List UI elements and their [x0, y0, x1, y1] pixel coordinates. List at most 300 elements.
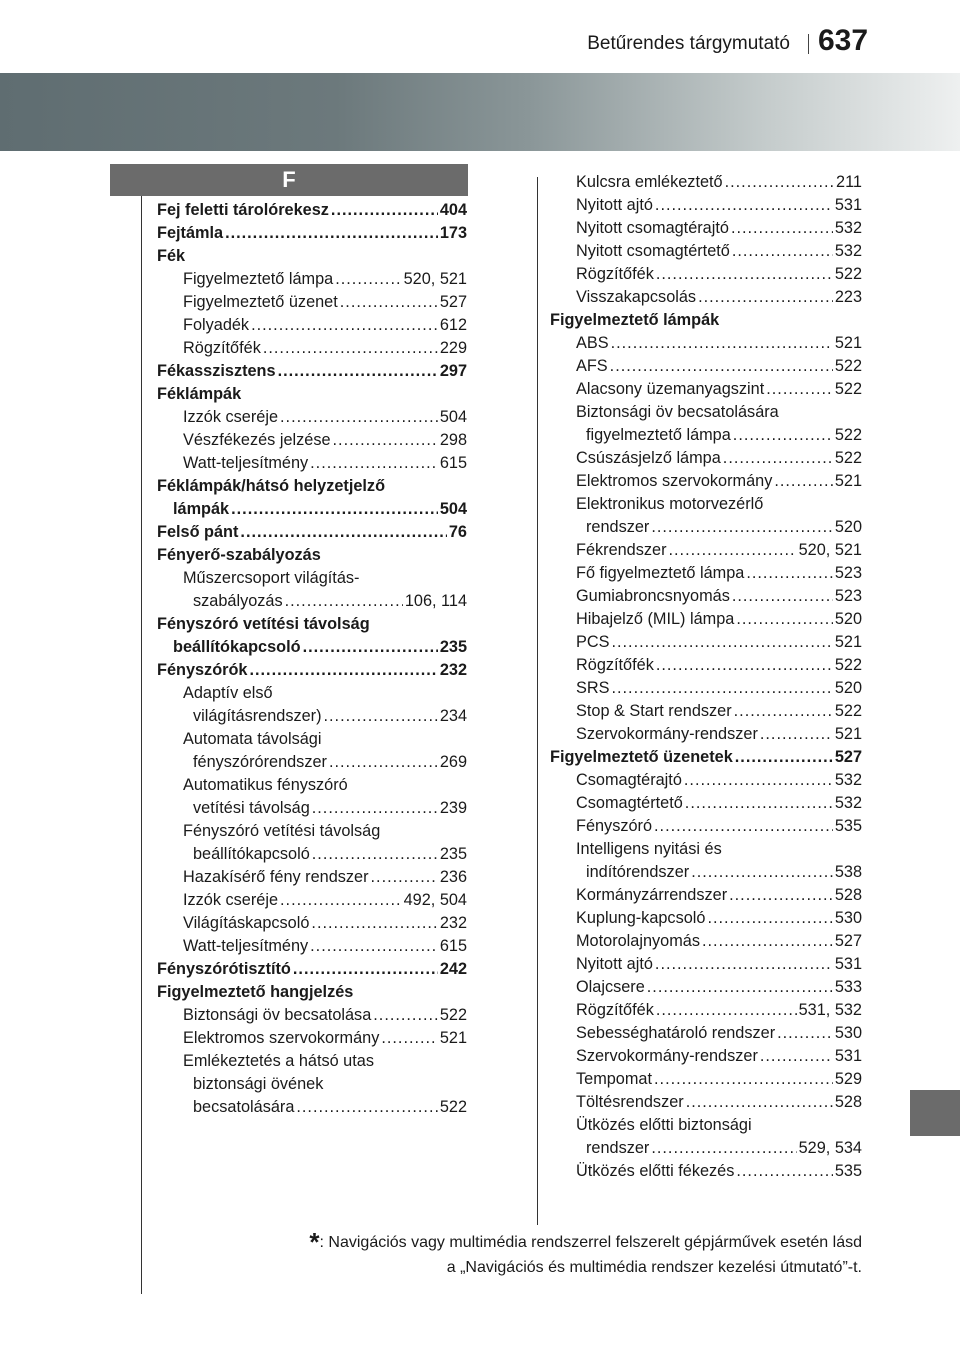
running-header-title: Betűrendes tárgymutató — [587, 33, 790, 54]
header-divider — [808, 34, 809, 54]
index-entry-page: 531 — [834, 1047, 862, 1065]
dot-leader — [611, 332, 833, 355]
dot-leader — [702, 930, 833, 953]
index-entry — [157, 958, 467, 981]
index-entry-term: Rögzítőfék — [576, 656, 654, 674]
index-entry — [550, 723, 862, 746]
index-entry — [157, 521, 467, 544]
index-entry-term: Stop & Start rendszer — [576, 702, 732, 720]
dot-leader — [310, 452, 438, 475]
index-entry-page: 239 — [439, 799, 467, 817]
index-entry-term: Nyitott csomagtérajtó — [576, 219, 729, 237]
index-entry-term: Csomagtértető — [576, 794, 683, 812]
index-entry — [550, 355, 862, 378]
index-entry — [157, 199, 467, 222]
index-entry-page: 523 — [834, 587, 862, 605]
index-entry — [157, 1073, 467, 1096]
index-entry — [550, 171, 862, 194]
index-entry-term: Kormányzárrendszer — [576, 886, 728, 904]
index-entry — [550, 493, 862, 516]
index-entry-term: Féklámpák/hátsó helyzetjelző — [157, 477, 386, 495]
index-entry-term: Csomagtérajtó — [576, 771, 682, 789]
index-entry-term: szabályozás — [193, 592, 283, 610]
dot-leader — [654, 1068, 833, 1091]
index-entry — [157, 498, 467, 521]
dot-leader — [760, 723, 833, 746]
index-entry-page: 522 — [834, 656, 862, 674]
dot-leader — [373, 1004, 438, 1027]
index-entry-term: Fej feletti tárolórekesz — [157, 201, 329, 219]
section-letter-tab: F — [110, 164, 468, 196]
dot-leader — [240, 521, 446, 544]
dot-leader — [651, 1137, 796, 1160]
index-entry — [550, 769, 862, 792]
dot-leader — [280, 889, 402, 912]
index-entry-page: 531 — [834, 196, 862, 214]
index-column-left — [157, 199, 467, 1119]
index-entry-term: Sebességhatároló rendszer — [576, 1024, 776, 1042]
index-entry — [550, 424, 862, 447]
index-entry — [157, 337, 467, 360]
header-banner — [0, 73, 960, 151]
dot-leader — [733, 424, 833, 447]
index-entry — [550, 815, 862, 838]
index-entry-term: Biztonsági öv becsatolása — [183, 1006, 372, 1024]
index-entry-term: Visszakapcsolás — [576, 288, 697, 306]
index-entry-page: 522 — [439, 1006, 467, 1024]
index-entry — [550, 585, 862, 608]
index-entry — [157, 590, 467, 613]
index-entry — [157, 613, 467, 636]
index-entry — [157, 452, 467, 475]
dot-leader — [669, 539, 797, 562]
index-entry-term: beállítókapcsoló — [173, 638, 301, 656]
index-entry — [157, 360, 467, 383]
index-entry — [550, 608, 862, 631]
index-entry-page: 298 — [439, 431, 467, 449]
index-entry — [157, 866, 467, 889]
index-entry — [157, 751, 467, 774]
dot-leader — [251, 314, 438, 337]
index-entry — [550, 884, 862, 907]
dot-leader — [746, 562, 833, 585]
index-entry — [550, 516, 862, 539]
index-entry-term: Hibajelző (MIL) lámpa — [576, 610, 735, 628]
index-entry-term: Alacsony üzemanyagszint — [576, 380, 765, 398]
index-entry-page: 520 — [834, 518, 862, 536]
index-entry-term: Szervokormány-rendszer — [576, 725, 758, 743]
index-entry-page: 531 — [834, 955, 862, 973]
index-entry-page: 533 — [834, 978, 862, 996]
index-entry-page: 232 — [439, 661, 467, 679]
index-entry — [157, 1027, 467, 1050]
index-entry-term: Automatikus fényszóró — [183, 776, 348, 794]
index-entry — [157, 314, 467, 337]
index-entry-page: 522 — [834, 380, 862, 398]
dot-leader — [312, 797, 438, 820]
index-entry — [550, 677, 862, 700]
index-entry-term: vetítési távolság — [193, 799, 310, 817]
dot-leader — [303, 636, 438, 659]
dot-leader — [774, 470, 832, 493]
index-entry-page: 522 — [834, 426, 862, 444]
dot-leader — [654, 815, 833, 838]
index-entry-page: 520, 521 — [403, 270, 467, 288]
index-entry-page: 235 — [439, 845, 467, 863]
index-entry — [157, 797, 467, 820]
left-column-rule — [141, 196, 142, 1294]
index-entry-term: Watt-teljesítmény — [183, 454, 309, 472]
index-entry — [157, 636, 467, 659]
index-entry-term: Fék — [157, 247, 186, 265]
index-entry-term: Fényerő-szabályozás — [157, 546, 321, 564]
index-entry — [157, 245, 467, 268]
index-entry-term: Nyitott ajtó — [576, 196, 653, 214]
index-entry-page: 522 — [834, 702, 862, 720]
index-entry-term: Elektronikus motorvezérlő — [576, 495, 764, 513]
index-entry — [157, 222, 467, 245]
index-entry-page: 532 — [834, 794, 862, 812]
dot-leader — [651, 516, 832, 539]
index-entry — [550, 746, 862, 769]
index-entry-page: 106, 114 — [404, 592, 467, 610]
index-entry — [550, 1022, 862, 1045]
index-entry — [157, 659, 467, 682]
index-entry-term: Féklámpák — [157, 385, 242, 403]
dot-leader — [736, 608, 832, 631]
dot-leader — [729, 884, 833, 907]
index-entry-term: Watt-teljesítmény — [183, 937, 309, 955]
index-entry-term: Motorolajnyomás — [576, 932, 700, 950]
index-entry-term: lámpák — [173, 500, 230, 518]
index-entry-term: Folyadék — [183, 316, 250, 334]
index-entry — [157, 429, 467, 452]
index-entry-page: 492, 504 — [403, 891, 467, 909]
index-entry — [157, 728, 467, 751]
index-entry-term: Figyelmeztető hangjelzés — [157, 983, 354, 1001]
index-entry-term: Figyelmeztető lámpák — [550, 311, 720, 329]
index-entry-page: 504 — [439, 408, 467, 426]
index-entry-page: 612 — [439, 316, 467, 334]
dot-leader — [686, 1091, 833, 1114]
index-entry — [550, 240, 862, 263]
dot-leader — [723, 447, 833, 470]
index-entry-page: 615 — [439, 937, 467, 955]
dot-leader — [766, 378, 833, 401]
index-entry-term: Fényszórótisztító — [157, 960, 291, 978]
index-entry-term: SRS — [576, 679, 610, 697]
dot-leader — [225, 222, 438, 245]
index-entry-term: Világításkapcsoló — [183, 914, 310, 932]
dot-leader — [732, 240, 833, 263]
dot-leader — [280, 406, 438, 429]
index-entry — [157, 889, 467, 912]
dot-leader — [734, 700, 833, 723]
index-entry-page: 404 — [439, 201, 467, 219]
index-entry-page: 532 — [834, 242, 862, 260]
index-entry-page: 520, 521 — [798, 541, 862, 559]
index-entry — [550, 217, 862, 240]
index-entry-term: Vészfékezés jelzése — [183, 431, 331, 449]
index-entry-page: 535 — [834, 1162, 862, 1180]
index-entry — [550, 194, 862, 217]
index-entry — [157, 912, 467, 935]
index-entry-term: Kulcsra emlékeztető — [576, 173, 723, 191]
index-entry — [550, 332, 862, 355]
index-entry — [157, 682, 467, 705]
index-entry — [550, 401, 862, 424]
index-entry — [550, 861, 862, 884]
index-entry-page: 538 — [834, 863, 862, 881]
index-entry-term: Figyelmeztető üzenetek — [550, 748, 733, 766]
index-entry-term: Nyitott ajtó — [576, 955, 653, 973]
dot-leader — [656, 999, 797, 1022]
index-entry — [157, 1004, 467, 1027]
dot-leader — [310, 935, 438, 958]
index-entry-page: 521 — [439, 1029, 467, 1047]
index-entry — [550, 654, 862, 677]
index-entry-page: 76 — [448, 523, 467, 541]
index-entry-page: 223 — [834, 288, 862, 306]
footnote-marker: * — [309, 1227, 320, 1257]
index-entry-term: Figyelmeztető üzenet — [183, 293, 338, 311]
index-entry-term: indítórendszer — [586, 863, 690, 881]
index-entry — [157, 567, 467, 590]
index-entry-page: 530 — [834, 909, 862, 927]
index-entry-term: Fejtámla — [157, 224, 224, 242]
index-entry — [550, 792, 862, 815]
index-entry-term: becsatolására — [193, 1098, 295, 1116]
footnote — [222, 1227, 862, 1280]
index-entry-term: Műszercsoport világítás- — [183, 569, 360, 587]
index-entry-term: Fő figyelmeztető lámpa — [576, 564, 745, 582]
dot-leader — [684, 769, 833, 792]
index-entry — [550, 999, 862, 1022]
index-entry — [550, 470, 862, 493]
index-entry-page: 297 — [439, 362, 467, 380]
index-entry-term: beállítókapcsoló — [193, 845, 310, 863]
dot-leader — [732, 585, 833, 608]
index-entry-page: 236 — [439, 868, 467, 886]
index-entry-page: 520 — [834, 679, 862, 697]
index-entry-page: 527 — [834, 748, 862, 766]
index-entry-term: ABS — [576, 334, 609, 352]
index-entry-term: rendszer — [586, 1139, 650, 1157]
index-column-right — [550, 171, 862, 1183]
index-entry — [550, 930, 862, 953]
index-entry-term: Fényszóró vetítési távolság — [183, 822, 381, 840]
footnote-line-1: : Navigációs vagy multimédia rendszerrel felszerelt gépjárművek esetén lásd — [319, 1234, 862, 1251]
index-entry — [550, 378, 862, 401]
index-entry — [550, 838, 862, 861]
dot-leader — [685, 792, 833, 815]
index-entry-term: fényszórórendszer — [193, 753, 327, 771]
index-entry-page: 522 — [834, 357, 862, 375]
index-entry — [550, 631, 862, 654]
page-number: 637 — [818, 24, 869, 57]
index-entry-page: 242 — [439, 960, 467, 978]
index-entry-term: Rögzítőfék — [183, 339, 261, 357]
index-entry-term: Ütközés előtti fékezés — [576, 1162, 735, 1180]
index-entry — [550, 1114, 862, 1137]
index-entry — [157, 1050, 467, 1073]
index-entry-page: 535 — [834, 817, 862, 835]
index-entry-term: Automata távolsági — [183, 730, 322, 748]
dot-leader — [610, 355, 833, 378]
dot-leader — [331, 199, 438, 222]
index-entry-page: 529, 534 — [798, 1139, 862, 1157]
dot-leader — [760, 1045, 833, 1068]
index-entry-term: Rögzítőfék — [576, 265, 654, 283]
index-entry-page: 521 — [834, 472, 862, 490]
index-entry-page: 521 — [834, 633, 862, 651]
index-entry — [550, 1045, 862, 1068]
index-entry-term: Biztonsági öv becsatolására — [576, 403, 779, 421]
index-entry-page: 232 — [439, 914, 467, 932]
dot-leader — [698, 286, 833, 309]
index-entry-page: 528 — [834, 1093, 862, 1111]
footnote-line-2: a „Navigációs és multimédia rendszer kezelési útmutató”-t. — [446, 1259, 862, 1276]
index-entry-term: Felső pánt — [157, 523, 239, 541]
index-entry-term: Figyelmeztető lámpa — [183, 270, 334, 288]
index-entry-page: 531, 532 — [798, 1001, 862, 1019]
index-entry-term: figyelmeztető lámpa — [586, 426, 731, 444]
index-entry — [157, 544, 467, 567]
index-entry-term: Izzók cseréje — [183, 891, 279, 909]
index-entry-page: 522 — [439, 1098, 467, 1116]
index-entry — [157, 383, 467, 406]
index-entry — [550, 309, 862, 332]
index-entry — [157, 843, 467, 866]
dot-leader — [656, 263, 833, 286]
index-entry — [550, 1160, 862, 1183]
dot-leader — [329, 751, 438, 774]
index-entry — [550, 700, 862, 723]
dot-leader — [293, 958, 438, 981]
index-entry-term: Kuplung-kapcsoló — [576, 909, 706, 927]
index-entry-term: Emlékeztetés a hátsó utas — [183, 1052, 374, 1070]
index-entry-page: 529 — [834, 1070, 862, 1088]
index-entry — [157, 774, 467, 797]
index-entry — [550, 562, 862, 585]
dot-leader — [725, 171, 834, 194]
dot-leader — [263, 337, 438, 360]
index-entry-term: Elektromos szervokormány — [576, 472, 773, 490]
dot-leader — [656, 654, 833, 677]
index-entry-page: 173 — [439, 224, 467, 242]
index-entry-term: Csúszásjelző lámpa — [576, 449, 721, 467]
index-entry-term: Izzók cseréje — [183, 408, 279, 426]
dot-leader — [731, 217, 833, 240]
index-entry-page: 269 — [439, 753, 467, 771]
index-entry — [550, 286, 862, 309]
index-entry-term: Tempomat — [576, 1070, 653, 1088]
dot-leader — [777, 1022, 833, 1045]
index-entry — [157, 475, 467, 498]
index-entry-term: PCS — [576, 633, 610, 651]
index-entry — [157, 820, 467, 843]
index-entry-term: Fényszóró vetítési távolság — [157, 615, 370, 633]
dot-leader — [324, 705, 438, 728]
index-entry-page: 521 — [834, 725, 862, 743]
dot-leader — [735, 746, 833, 769]
dot-leader — [333, 429, 438, 452]
index-entry-page: 532 — [834, 771, 862, 789]
index-entry-term: Fényszórók — [157, 661, 248, 679]
index-entry — [157, 705, 467, 728]
index-entry-page: 504 — [439, 500, 467, 518]
index-entry-term: Gumiabroncsnyomás — [576, 587, 730, 605]
index-entry — [550, 976, 862, 999]
index-entry-term: AFS — [576, 357, 608, 375]
index-entry-page: 235 — [439, 638, 467, 656]
dot-leader — [611, 677, 832, 700]
index-entry-term: Rögzítőfék — [576, 1001, 654, 1019]
index-entry-term: rendszer — [586, 518, 650, 536]
index-entry — [550, 263, 862, 286]
index-entry-page: 522 — [834, 265, 862, 283]
index-entry-page: 211 — [836, 173, 862, 191]
dot-leader — [691, 861, 833, 884]
index-entry-term: Szervokormány-rendszer — [576, 1047, 758, 1065]
index-entry-page: 532 — [834, 219, 862, 237]
dot-leader — [285, 590, 403, 613]
index-entry-term: Olajcsere — [576, 978, 645, 996]
dot-leader — [311, 912, 437, 935]
index-entry-term: Fékasszisztens — [157, 362, 276, 380]
dot-leader — [655, 194, 833, 217]
dot-leader — [647, 976, 833, 999]
index-entry — [550, 1137, 862, 1160]
dot-leader — [312, 843, 438, 866]
dot-leader — [249, 659, 437, 682]
index-entry-term: Töltésrendszer — [576, 1093, 684, 1111]
index-entry-term: Intelligens nyitási és — [576, 840, 722, 858]
index-entry — [550, 907, 862, 930]
index-entry-page: 615 — [439, 454, 467, 472]
dot-leader — [335, 268, 401, 291]
dot-leader — [371, 866, 438, 889]
dot-leader — [707, 907, 832, 930]
index-entry — [550, 953, 862, 976]
index-entry — [550, 447, 862, 470]
index-entry-term: világításrendszer) — [193, 707, 322, 725]
index-entry-term: biztonsági övének — [193, 1075, 324, 1093]
index-entry — [157, 406, 467, 429]
index-entry-page: 234 — [439, 707, 467, 725]
index-entry-page: 530 — [834, 1024, 862, 1042]
dot-leader — [736, 1160, 832, 1183]
index-entry — [157, 1096, 467, 1119]
chapter-thumb-tab — [910, 1090, 960, 1136]
index-entry — [157, 981, 467, 1004]
index-entry-page: 527 — [439, 293, 467, 311]
index-entry — [157, 291, 467, 314]
index-entry-page: 527 — [834, 932, 862, 950]
index-entry — [157, 268, 467, 291]
index-entry — [550, 1091, 862, 1114]
column-divider — [537, 177, 538, 1225]
index-entry-term: Elektromos szervokormány — [183, 1029, 380, 1047]
index-entry-term: Ütközés előtti biztonsági — [576, 1116, 752, 1134]
dot-leader — [231, 498, 438, 521]
dot-leader — [340, 291, 438, 314]
dot-leader — [381, 1027, 437, 1050]
index-entry — [550, 539, 862, 562]
index-entry-page: 522 — [834, 449, 862, 467]
index-entry-page: 523 — [834, 564, 862, 582]
index-entry-page: 520 — [834, 610, 862, 628]
